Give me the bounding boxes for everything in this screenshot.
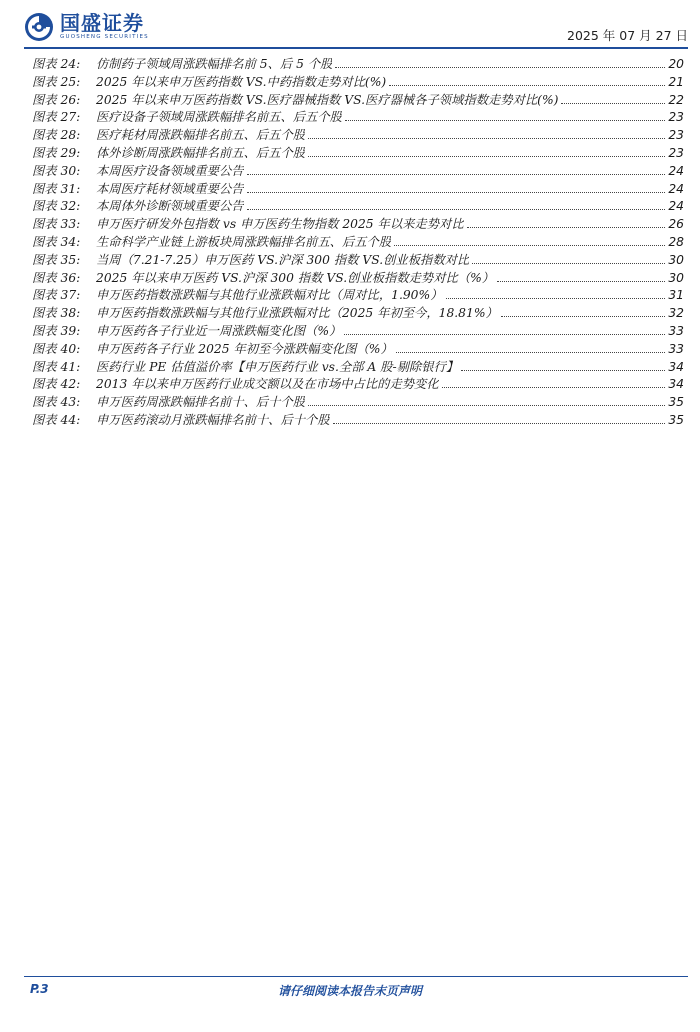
figure-page-number: 24 (668, 163, 684, 178)
header-divider (24, 47, 688, 49)
figure-list-item[interactable] (32, 357, 684, 375)
figure-list-item[interactable] (32, 54, 684, 72)
dot-leader (333, 423, 666, 424)
figure-label: 图表 28: (32, 128, 81, 143)
figure-label: 图表 36: (32, 270, 81, 285)
page-number: P.3 (30, 982, 49, 996)
figure-page-number: 32 (668, 306, 684, 321)
figure-title: 当周（7.21-7.25）申万医药 VS.沪深 300 指数 VS.创业板指数对比 (96, 252, 470, 267)
figure-label: 图表 29: (32, 145, 81, 160)
figure-title: 医疗设备子领域周涨跌幅排名前五、后五个股 (96, 110, 342, 125)
page-header (24, 12, 688, 46)
figure-list-item[interactable] (32, 125, 684, 143)
figure-page-number: 35 (668, 412, 684, 427)
figure-page-number: 26 (668, 217, 684, 232)
dot-leader (561, 103, 665, 104)
dot-leader (501, 316, 666, 317)
figure-page-number: 31 (668, 288, 684, 303)
figure-list-item[interactable] (32, 72, 684, 90)
figure-label: 图表 40: (32, 341, 81, 356)
figure-label: 图表 37: (32, 288, 81, 303)
figure-title: 申万医药周涨跌幅排名前十、后十个股 (96, 395, 306, 410)
dot-leader (389, 85, 665, 86)
figure-title: 体外诊断周涨跌幅排名前五、后五个股 (96, 145, 306, 160)
figure-title: 2025 年以来申万医药指数 VS.医疗器械指数 VS.医疗器械各子领域指数走势对比(%) (96, 92, 559, 107)
figure-list-item[interactable] (32, 410, 684, 428)
dot-leader (497, 281, 665, 282)
dot-leader (394, 245, 665, 246)
figure-title: 本周医疗设备领域重要公告 (96, 163, 244, 178)
figure-page-number: 21 (668, 74, 684, 89)
company-logo (24, 12, 149, 42)
dot-leader (345, 120, 665, 121)
figure-title: 申万医药滚动月涨跌幅排名前十、后十个股 (96, 412, 330, 427)
figure-page-number: 35 (668, 395, 684, 410)
disclaimer-note: 请仔细阅读本报告末页声明 (277, 984, 422, 998)
figure-page-number: 23 (668, 128, 684, 143)
figure-title: 2025 年以来申万医药 VS.沪深 300 指数 VS.创业板指数走势对比（%） (96, 270, 495, 285)
figure-page-number: 23 (668, 110, 684, 125)
figure-list-item[interactable] (32, 268, 684, 286)
figure-list-item[interactable] (32, 285, 684, 303)
figure-label: 图表 42: (32, 377, 81, 392)
figure-page-number: 24 (668, 181, 684, 196)
dot-leader (442, 387, 666, 388)
figure-label: 图表 44: (32, 412, 81, 427)
figure-list-item[interactable] (32, 107, 684, 125)
figure-list-item[interactable] (32, 196, 684, 214)
figure-list-item[interactable] (32, 214, 684, 232)
dot-leader (467, 227, 666, 228)
figure-label: 图表 34: (32, 234, 81, 249)
dot-leader (308, 138, 665, 139)
figure-title: 申万医药指数涨跌幅与其他行业涨跌幅对比（周对比，1.90%） (96, 288, 443, 303)
figure-list-item[interactable] (32, 90, 684, 108)
figure-title: 本周医疗耗材领域重要公告 (96, 181, 244, 196)
dot-leader (308, 156, 665, 157)
dot-leader (344, 334, 665, 335)
dot-leader (472, 263, 665, 264)
figure-list-item[interactable] (32, 179, 684, 197)
figure-label: 图表 33: (32, 217, 81, 232)
dot-leader (247, 192, 666, 193)
figure-page-number: 33 (668, 323, 684, 338)
figure-label: 图表 38: (32, 306, 81, 321)
figure-label: 图表 24: (32, 57, 81, 71)
dot-leader (247, 209, 666, 210)
figure-title: 2013 年以来申万医药行业成交额以及在市场中占比的走势变化 (96, 377, 439, 392)
figure-list-item[interactable] (32, 392, 684, 410)
figure-label: 图表 41: (32, 359, 81, 374)
figure-title: 2025 年以来申万医药指数 VS.中药指数走势对比(%) (96, 74, 387, 89)
figure-title: 仿制药子领域周涨跌幅排名前 5、后 5 个股 (96, 57, 333, 71)
figure-list-item[interactable] (32, 339, 684, 357)
figure-page-number: 20 (668, 57, 684, 71)
figure-page-number: 34 (668, 377, 684, 392)
figure-label: 图表 32: (32, 199, 81, 214)
figure-list-item[interactable] (32, 303, 684, 321)
figure-list (32, 54, 684, 428)
figure-page-number: 30 (668, 270, 684, 285)
figure-label: 图表 31: (32, 181, 81, 196)
figure-list-item[interactable] (32, 374, 684, 392)
figure-page-number: 33 (668, 341, 684, 356)
figure-list-item[interactable] (32, 250, 684, 268)
footer-divider (24, 976, 688, 977)
figure-label: 图表 25: (32, 74, 81, 89)
dot-leader (247, 174, 666, 175)
figure-label: 图表 27: (32, 110, 81, 125)
figure-label: 图表 30: (32, 163, 81, 178)
report-date: 2025 年 07 月 27 日 (567, 28, 688, 43)
figure-title: 申万医疗研发外包指数 vs 申万医药生物指数 2025 年以来走势对比 (96, 217, 464, 232)
figure-title: 医药行业 PE 估值溢价率【申万医药行业 vs.全部 A 股-剔除银行】 (96, 359, 459, 374)
logo-name-en: GUOSHENG SECURITIES (60, 34, 149, 41)
guosheng-logo-icon (24, 12, 54, 42)
dot-leader (461, 370, 665, 371)
figure-title: 申万医药各子行业 2025 年初至今涨跌幅变化图（%） (96, 341, 393, 356)
figure-title: 生命科学产业链上游板块周涨跌幅排名前五、后五个股 (96, 234, 392, 249)
figure-title: 申万医药各子行业近一周涨跌幅变化图（%） (96, 323, 342, 338)
figure-page-number: 28 (668, 234, 684, 249)
figure-list-item[interactable] (32, 232, 684, 250)
figure-list-item[interactable] (32, 161, 684, 179)
dot-leader (335, 67, 665, 68)
figure-label: 图表 35: (32, 252, 81, 267)
dot-leader (396, 352, 666, 353)
figure-page-number: 24 (668, 199, 684, 214)
logo-name-cn: 国盛证券 (60, 11, 144, 36)
dot-leader (308, 405, 665, 406)
figure-list-item[interactable] (32, 143, 684, 161)
figure-list-item[interactable] (32, 321, 684, 339)
figure-label: 图表 43: (32, 395, 81, 410)
figure-label: 图表 26: (32, 92, 81, 107)
figure-title: 申万医药指数涨跌幅与其他行业涨跌幅对比（2025 年初至今，18.81%） (96, 306, 498, 321)
figure-label: 图表 39: (32, 323, 81, 338)
figure-title: 本周体外诊断领域重要公告 (96, 199, 244, 214)
figure-page-number: 22 (668, 92, 684, 107)
figure-page-number: 34 (668, 359, 684, 374)
figure-page-number: 30 (668, 252, 684, 267)
dot-leader (446, 298, 666, 299)
figure-page-number: 23 (668, 145, 684, 160)
figure-title: 医疗耗材周涨跌幅排名前五、后五个股 (96, 128, 306, 143)
